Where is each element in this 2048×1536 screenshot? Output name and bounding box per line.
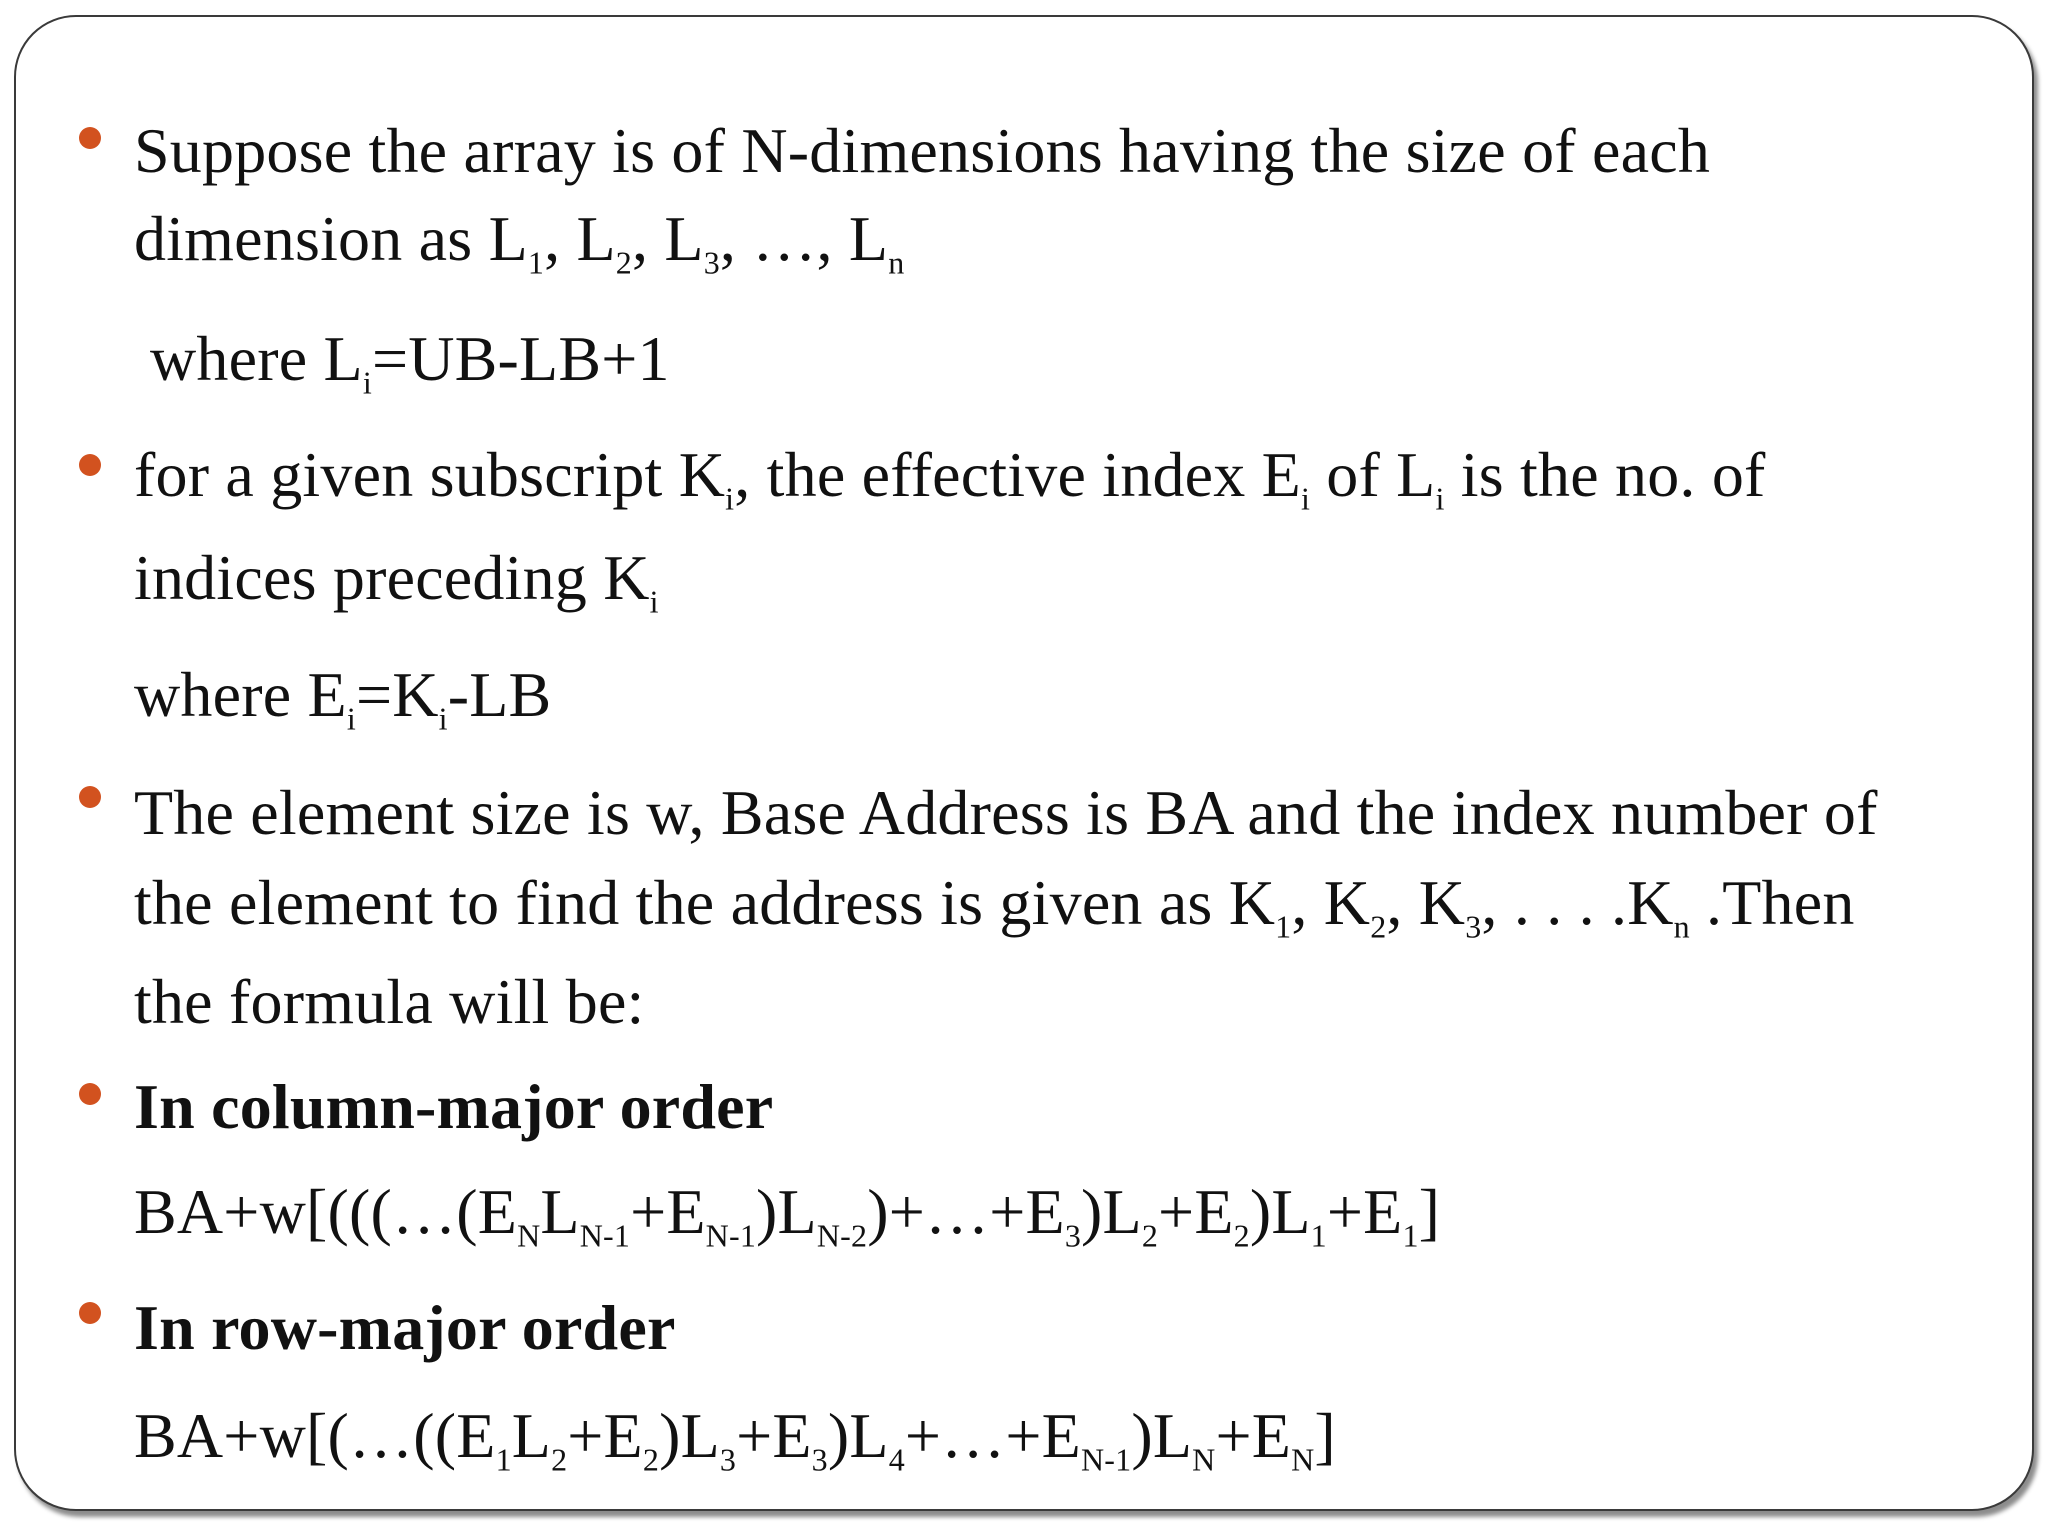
bullet-2-line-1: for a given subscript $K_i$, the effective index $E_i$ of $L_i$ is the no. of	[134, 439, 1766, 517]
bullet-4-formula: $BA+w[(((\dots(E_NL_{N-1}+E_{N-1})L_{N-2})+\dots+E_3)L_2+E_2)L_1+E_1]$	[134, 1176, 1441, 1254]
bullet-5-formula: $BA+w[(\dots((E_1L_2+E_2)L_3+E_3)L_4+\dots+E_{N-1})L_N+E_N]$	[134, 1400, 1336, 1478]
bullet-marker-5	[79, 1302, 101, 1324]
bullet-3-line-1: The element size is w, Base Address is BA and the index number of	[134, 777, 1878, 848]
bullet-3-line-3: the formula will be:	[134, 966, 645, 1037]
bullet-marker-3	[79, 786, 101, 808]
bullet-2-line-2: indices preceding $K_i$	[134, 542, 659, 620]
bullet-marker-4	[79, 1083, 101, 1105]
bullet-1-line-2: dimension as $L_1$, $L_2$, $L_3$, …, $L_n$	[134, 203, 905, 281]
bullet-1-line-1: Suppose the array is of N-dimensions having the size of each	[134, 115, 1711, 186]
bullet-4-heading: In column-major order	[134, 1071, 774, 1142]
bullet-2-note: where $E_i=K_i-LB$	[134, 659, 552, 737]
bullet-marker-2	[79, 454, 101, 476]
bullet-marker-1	[79, 127, 101, 149]
bullet-1-note: where $L_i=UB-LB+1$	[150, 323, 670, 401]
bullet-5-heading: In row-major order	[134, 1292, 676, 1363]
bullet-3-line-2: the element to find the address is given as $K_1$, $K_2$, $K_3$, . . . $.K_n$ .Then	[134, 867, 1855, 945]
